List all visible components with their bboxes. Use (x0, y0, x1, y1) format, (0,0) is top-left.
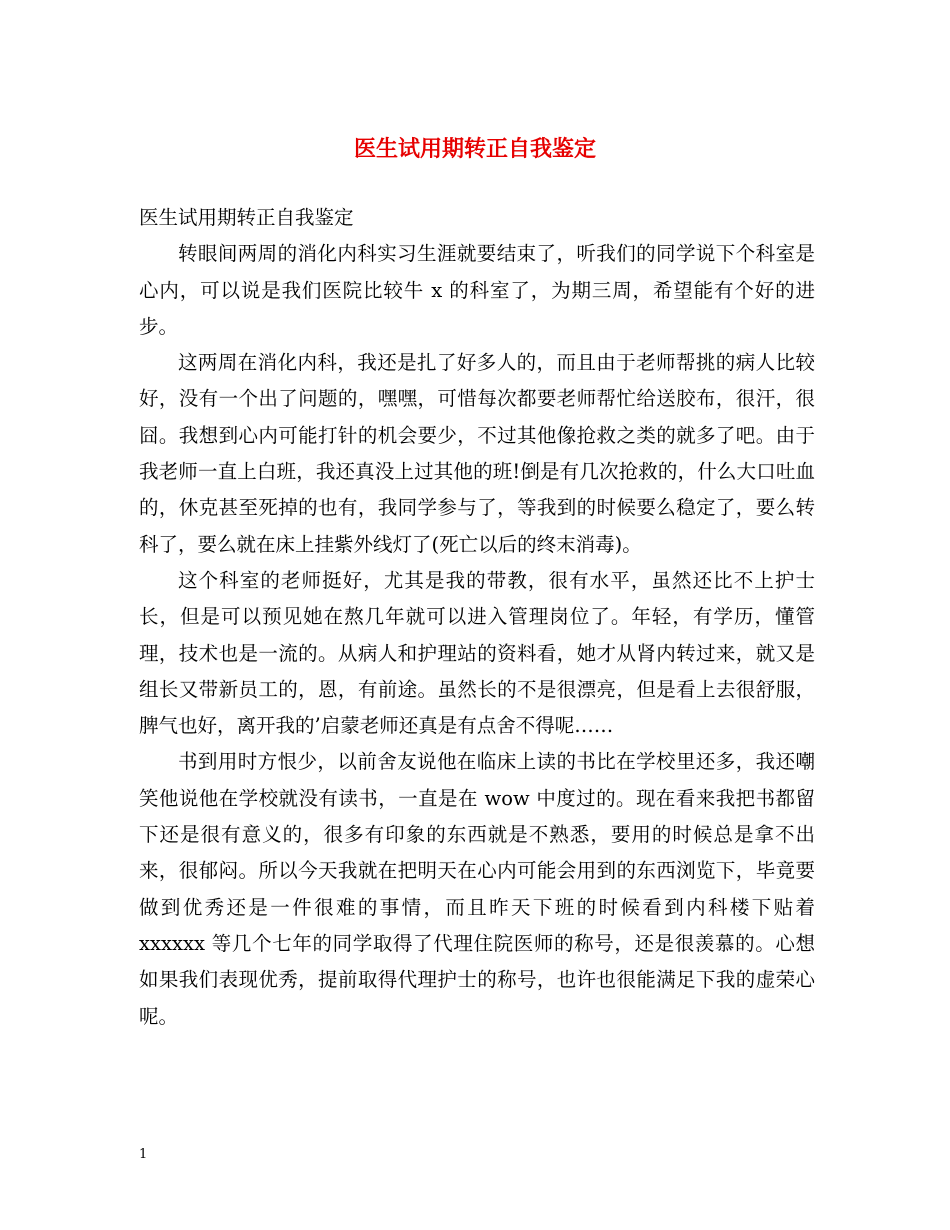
paragraph-3: 这个科室的老师挺好，尤其是我的带教，很有水平，虽然还比不上护士长，但是可以预见她在熬几年就可以进入管理岗位了。年轻，有学历，懂管理，技术也是一流的。从病人和护理站的资料看，她才从肾内转过来，就又是组长又带新员工的，恩，有前途。虽然长的不是很漂亮，但是看上去很舒服，脾气也好，离开我的’启蒙老师还真是有点舍不得呢…… (139, 568, 815, 738)
document-body (139, 200, 815, 1035)
page-number: 1 (139, 1147, 148, 1162)
document-title: 医生试用期转正自我鉴定 (353, 136, 596, 162)
document-heading: 医生试用期转正自我鉴定 (139, 206, 354, 229)
paragraph-4: 书到用时方恨少，以前舍友说他在临床上读的书比在学校里还多，我还嘲笑他说他在学校就没有读书，一直是在 wow 中度过的。现在看来我把书都留下还是很有意义的，很多有印象的东西就是不熟悉，要用的时候总是拿不出来，很郁闷。所以今天我就在把明天在心内可能会用到的东西浏览下，毕竟要做到优秀还是一件很难的事情，而且昨天下班的时候看到内科楼下贴着 xxxxxx 等几个七年的同学取得了代理住院医师的称号，还是很羡慕的。心想如果我们表现优秀，提前取得代理护士的称号，也许也很能满足下我的虚荣心呢。 (139, 750, 815, 1028)
paragraph-1: 转眼间两周的消化内科实习生涯就要结束了，听我们的同学说下个科室是心内，可以说是我们医院比较牛 x 的科室了，为期三周，希望能有个好的进步。 (139, 242, 815, 338)
paragraph-2: 这两周在消化内科，我还是扎了好多人的，而且由于老师帮挑的病人比较好，没有一个出了问题的，嘿嘿，可惜每次都要老师帮忙给送胶布，很汗，很囧。我想到心内可能打针的机会要少，不过其他像抢救之类的就多了吧。由于我老师一直上白班，我还真没上过其他的班!倒是有几次抢救的，什么大口吐血的，休克甚至死掉的也有，我同学参与了，等我到的时候要么稳定了，要么转科了，要么就在床上挂紫外线灯了(死亡以后的终末消毒)。 (139, 351, 815, 556)
